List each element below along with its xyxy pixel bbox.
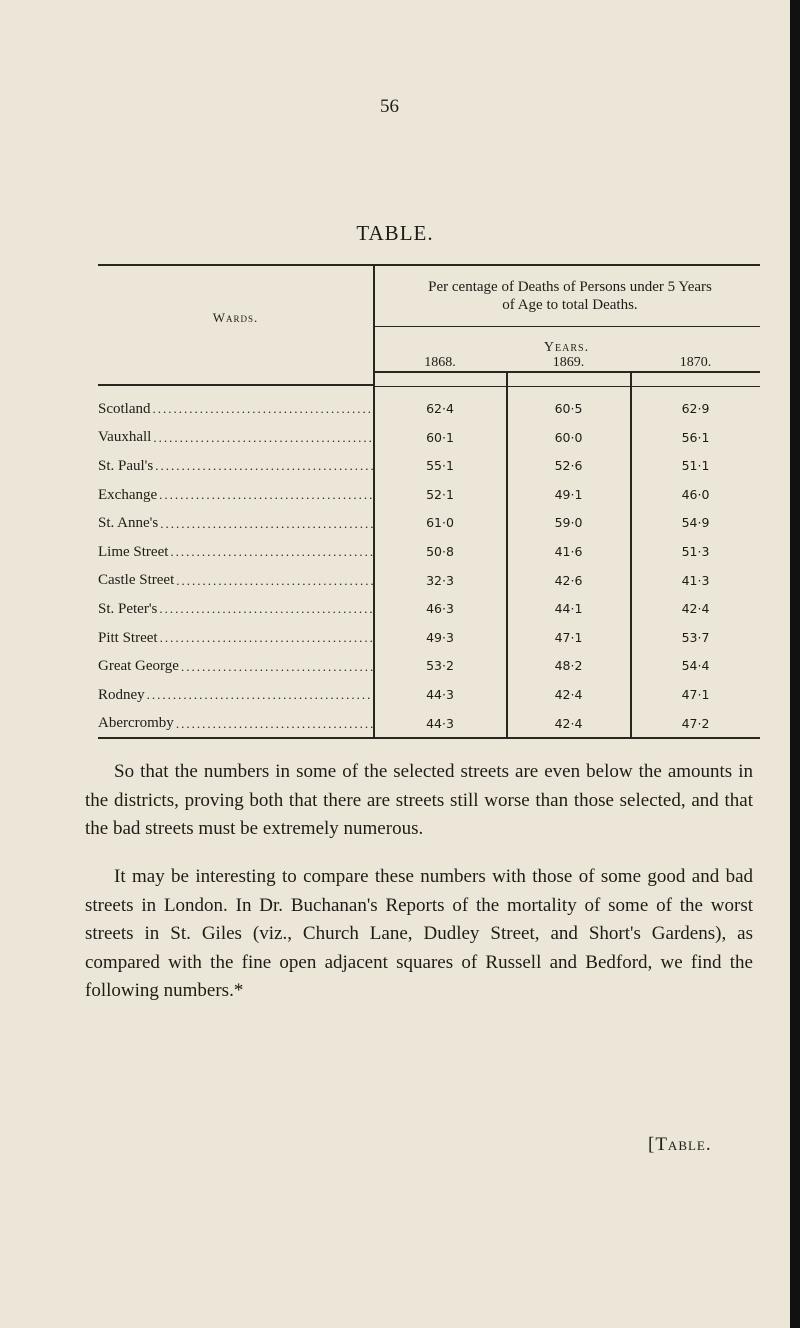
ward-name: Scotland — [98, 400, 151, 417]
ward-name: Great George — [98, 658, 179, 675]
dot-leader — [181, 659, 373, 675]
dot-leader — [159, 601, 373, 617]
value-1870: 46·0 — [681, 486, 710, 502]
catchword: [Table. — [648, 1134, 712, 1155]
ward-name: Exchange — [98, 486, 158, 503]
ward-cell — [98, 424, 373, 453]
ward-cell — [98, 567, 373, 596]
value-1869: 41·6 — [554, 543, 583, 559]
dot-leader — [159, 487, 373, 503]
ward-name: Pitt Street — [98, 629, 158, 646]
value-1868: 44·3 — [426, 715, 454, 731]
percentage-header-rule — [373, 326, 760, 327]
ward-name: Lime Street — [98, 543, 169, 560]
table-row — [98, 567, 760, 596]
paragraph-1: So that the numbers in some of the selected streets are even below the amounts in the districts, proving both that there are streets still worse than those selected, and that the bad streets must be extremely numerous. — [85, 761, 753, 839]
value-1870: 56·1 — [681, 429, 710, 445]
value-1868: 46·3 — [426, 601, 454, 617]
dot-leader — [160, 630, 373, 646]
ward-cell — [98, 452, 373, 481]
ward-name: St. Paul's — [98, 457, 154, 474]
year-heading-1869: 1869. — [552, 355, 585, 370]
value-1868: 49·3 — [426, 629, 454, 645]
value-1869: 52·6 — [554, 458, 583, 474]
ward-cell — [98, 595, 373, 624]
value-1868: 32·3 — [426, 572, 454, 588]
years-header-rule — [373, 371, 760, 373]
wards-heading: Wards. — [212, 310, 259, 325]
value-1869: 44·1 — [554, 601, 583, 617]
table-title: TABLE. — [356, 221, 434, 245]
ward-cell — [98, 624, 373, 653]
ward-cell — [98, 395, 373, 424]
value-1870: 54·9 — [681, 515, 710, 531]
value-1869: 42·6 — [554, 572, 583, 588]
dot-leader — [170, 544, 373, 560]
ward-name: Rodney — [98, 686, 145, 703]
page-number: 56 — [380, 96, 399, 117]
value-1869: 60·5 — [554, 401, 583, 416]
ward-name: Vauxhall — [98, 429, 152, 446]
value-1870: 47·2 — [681, 715, 710, 731]
dot-leader — [160, 516, 373, 532]
value-1869: 47·1 — [554, 629, 583, 645]
value-1870: 41·3 — [681, 572, 710, 588]
column-header-rule — [373, 386, 760, 387]
percentage-heading-line-2: of Age to total Deaths. — [502, 297, 638, 313]
percentage-heading-line-1: Per centage of Deaths of Persons under 5 Years — [428, 279, 712, 295]
value-1868: 60·1 — [426, 429, 454, 445]
value-1870: 54·4 — [681, 658, 710, 674]
ward-name: Abercromby — [98, 715, 174, 732]
value-1869: 49·1 — [554, 486, 583, 502]
value-1870: 51·1 — [681, 458, 710, 474]
value-1868: 61·0 — [426, 515, 454, 531]
value-1869: 59·0 — [554, 515, 583, 531]
table-row — [98, 538, 760, 567]
value-1868: 55·1 — [426, 458, 454, 474]
ward-name: St. Peter's — [98, 600, 158, 617]
table-top-rule — [98, 264, 760, 266]
value-1868: 50·8 — [426, 543, 454, 559]
table-row — [98, 595, 760, 624]
wards-header-rule — [98, 384, 373, 386]
percentage-heading — [380, 278, 760, 314]
table-row — [98, 424, 760, 453]
ward-name: Castle Street — [98, 572, 175, 589]
table-row — [98, 395, 760, 424]
year-heading-1868: 1868. — [424, 355, 456, 370]
table-row — [98, 710, 760, 739]
mortality-table — [98, 264, 760, 740]
table-row — [98, 452, 760, 481]
value-1868: 44·3 — [426, 686, 454, 702]
dot-leader — [153, 430, 373, 446]
year-heading-1870: 1870. — [679, 355, 712, 370]
table-row — [98, 509, 760, 538]
value-1870: 42·4 — [681, 601, 710, 617]
value-1870: 51·3 — [681, 543, 710, 559]
paragraph-2: It may be interesting to compare these numbers with those of some good and bad streets in London. In Dr. Buchanan's Reports of the mortality of some of the worst streets in St. Giles (viz., Church Lane, Dudley Street, and Short's Gardens), as compared with the fine open adjacent squares of Russell and Bedford, we find the following numbers.* — [85, 866, 753, 1001]
ward-cell — [98, 652, 373, 681]
dot-leader — [147, 687, 373, 703]
value-1870: 53·7 — [681, 629, 710, 645]
value-1868: 62·4 — [426, 401, 454, 416]
dot-leader — [176, 573, 373, 589]
value-1869: 60·0 — [554, 429, 583, 445]
value-1868: 53·2 — [426, 658, 454, 674]
ward-cell — [98, 538, 373, 567]
ward-name: St. Anne's — [98, 515, 159, 532]
table-body — [98, 395, 760, 738]
table-row — [98, 481, 760, 510]
dot-leader — [176, 716, 373, 732]
value-1869: 42·4 — [554, 715, 583, 731]
table-row — [98, 681, 760, 710]
dot-leader — [155, 458, 373, 474]
table-row — [98, 652, 760, 681]
ward-cell — [98, 481, 373, 510]
table-row — [98, 624, 760, 653]
value-1868: 52·1 — [426, 486, 454, 502]
dot-leader — [153, 401, 374, 417]
ward-cell — [98, 509, 373, 538]
years-heading: Years. — [543, 340, 590, 355]
value-1869: 48·2 — [554, 658, 583, 674]
ward-cell — [98, 681, 373, 710]
ward-cell — [98, 710, 373, 739]
value-1870: 47·1 — [681, 686, 710, 702]
value-1870: 62·9 — [681, 401, 710, 416]
value-1869: 42·4 — [554, 686, 583, 702]
